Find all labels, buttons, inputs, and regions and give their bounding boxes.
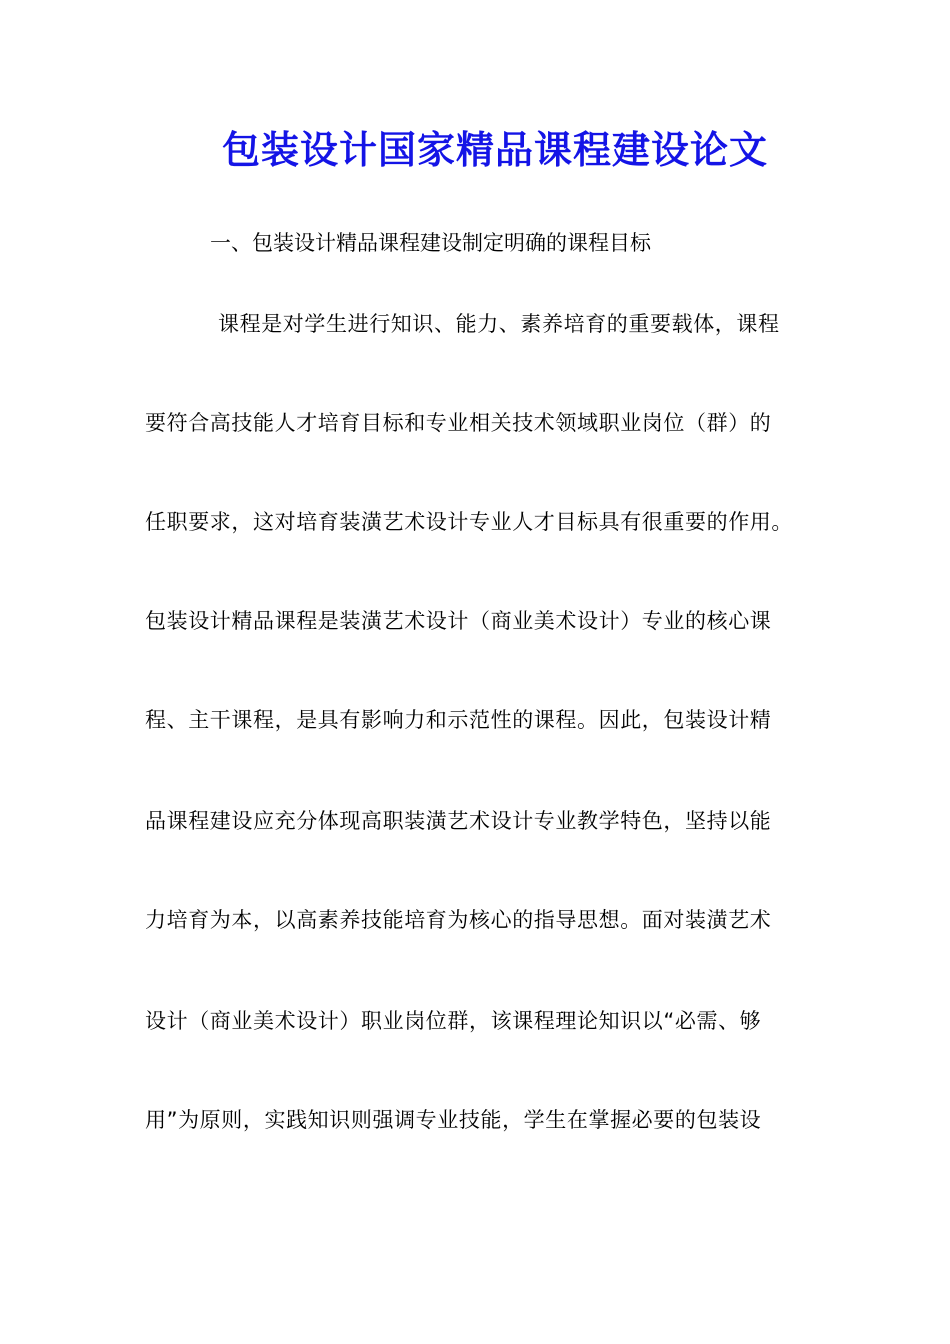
body-line: 要符合高技能人才培育目标和专业相关技术领域职业岗位（群）的: [145, 411, 772, 435]
body-line: 品课程建设应充分体现高职装潢艺术设计专业教学特色，坚持以能: [145, 809, 772, 833]
body-line: 力培育为本，以高素养技能培育为核心的指导思想。面对装潢艺术: [145, 908, 772, 932]
body-line: 设计（商业美术设计）职业岗位群，该课程理论知识以“必需、够: [145, 1009, 762, 1033]
body-line: 课程是对学生进行知识、能力、素养培育的重要载体，课程: [218, 312, 780, 336]
document-title: 包装设计国家精品课程建设论文: [221, 127, 768, 172]
section-heading: 一、包装设计精品课程建设制定明确的课程目标: [210, 231, 651, 255]
body-line: 用”为原则，实践知识则强调专业技能，学生在掌握必要的包装设: [145, 1108, 762, 1132]
body-line: 程、主干课程，是具有影响力和示范性的课程。因此，包装设计精: [145, 708, 772, 732]
body-line: 任职要求，这对培育装潢艺术设计专业人才目标具有很重要的作用。: [145, 510, 793, 534]
body-line: 包装设计精品课程是装潢艺术设计（商业美术设计）专业的核心课: [145, 609, 772, 633]
